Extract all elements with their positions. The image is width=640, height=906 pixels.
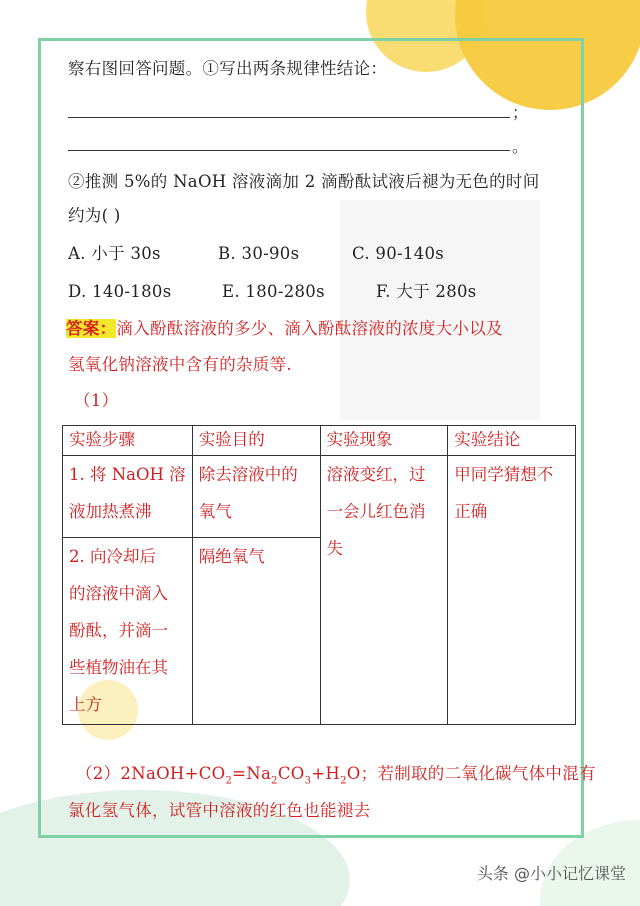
equation-part-5: O；若制取的二氧化碳气体中混有	[346, 764, 596, 783]
header-conclusion: 实验结论	[448, 426, 576, 456]
row-1-step-line-1: 1. 将 NaOH 溶	[69, 465, 186, 484]
answer-line-1	[66, 318, 503, 340]
row-1-purpose-line-2: 氧气	[198, 502, 232, 521]
row-1-purpose	[192, 456, 320, 538]
table-header-row	[63, 426, 576, 456]
table-row	[63, 456, 576, 538]
experiment-table	[62, 425, 576, 725]
option-a: A. 小于 30s	[68, 244, 161, 263]
option-b: B. 30-90s	[218, 244, 300, 263]
equation-part-4: +H	[311, 764, 341, 783]
equation-part-2: =Na	[232, 764, 272, 783]
conclusion-cell	[448, 456, 576, 725]
row-1-purpose-line-1: 除去溶液中的	[198, 465, 298, 484]
phenomenon-line-2: 一会儿红色消	[326, 502, 426, 521]
answer-text-1: 滴入酚酞溶液的多少、滴入酚酞溶液的浓度大小以及	[116, 319, 503, 338]
answer-part-1-label: （1）	[74, 391, 119, 410]
header-phenomenon: 实验现象	[320, 426, 448, 456]
option-f: F. 大于 280s	[376, 282, 477, 301]
answer-line-2: 氢氧化钠溶液中含有的杂质等.	[68, 355, 292, 374]
row-2-purpose-line-1: 隔绝氧气	[198, 547, 265, 566]
question-intro: 察右图回答问题。①写出两条规律性结论：	[68, 59, 388, 78]
row-2-step-line-5: 上方	[69, 695, 102, 714]
blank-1-punct: ；	[512, 103, 529, 122]
part-2-prefix: （2）	[76, 764, 121, 783]
phenomenon-line-3: 失	[326, 539, 343, 558]
option-c: C. 90-140s	[352, 244, 445, 263]
answer-label: 答案：	[66, 319, 117, 338]
blank-2-punct: 。	[512, 137, 529, 156]
question-2-line-2: 约为( )	[68, 206, 121, 225]
answer-blank-1	[68, 117, 510, 118]
equation-sub-4: 2	[340, 775, 347, 787]
phenomenon-line-1: 溶液变红，过	[326, 465, 426, 484]
equation-sub-3: 3	[304, 775, 312, 787]
part-2-line-1	[76, 763, 596, 792]
equation-sub-1: 2	[225, 775, 233, 787]
row-2-purpose	[192, 538, 320, 725]
conclusion-line-2: 正确	[454, 502, 488, 521]
row-2-step-line-4: 些植物油在其	[69, 658, 168, 677]
equation-part-1: 2NaOH+CO	[120, 764, 226, 783]
row-2-step-line-3: 酚酞，并滴一	[69, 621, 168, 640]
row-1-step	[63, 456, 193, 538]
conclusion-line-1: 甲同学猜想不	[454, 465, 554, 484]
header-step: 实验步骤	[63, 426, 193, 456]
row-1-step-line-2: 液加热煮沸	[69, 502, 152, 521]
equation-sub-2: 2	[271, 775, 278, 787]
row-2-step-line-2: 的溶液中滴入	[69, 584, 168, 603]
row-2-step-line-1: 2. 向冷却后	[69, 547, 156, 566]
question-2-line-1: ②推测 5%的 NaOH 溶液滴加 2 滴酚酞试液后褪为无色的时间	[68, 172, 540, 191]
option-d: D. 140-180s	[68, 282, 172, 301]
header-purpose: 实验目的	[192, 426, 320, 456]
watermark: 头条 @小小记忆课堂	[476, 864, 626, 883]
equation-part-3: CO	[277, 764, 305, 783]
option-e: E. 180-280s	[222, 282, 325, 301]
row-2-step	[63, 538, 193, 725]
phenomenon-cell	[320, 456, 448, 725]
part-2-line-2: 氯化氢气体，试管中溶液的红色也能褪去	[68, 801, 371, 820]
answer-blank-2	[68, 150, 510, 151]
